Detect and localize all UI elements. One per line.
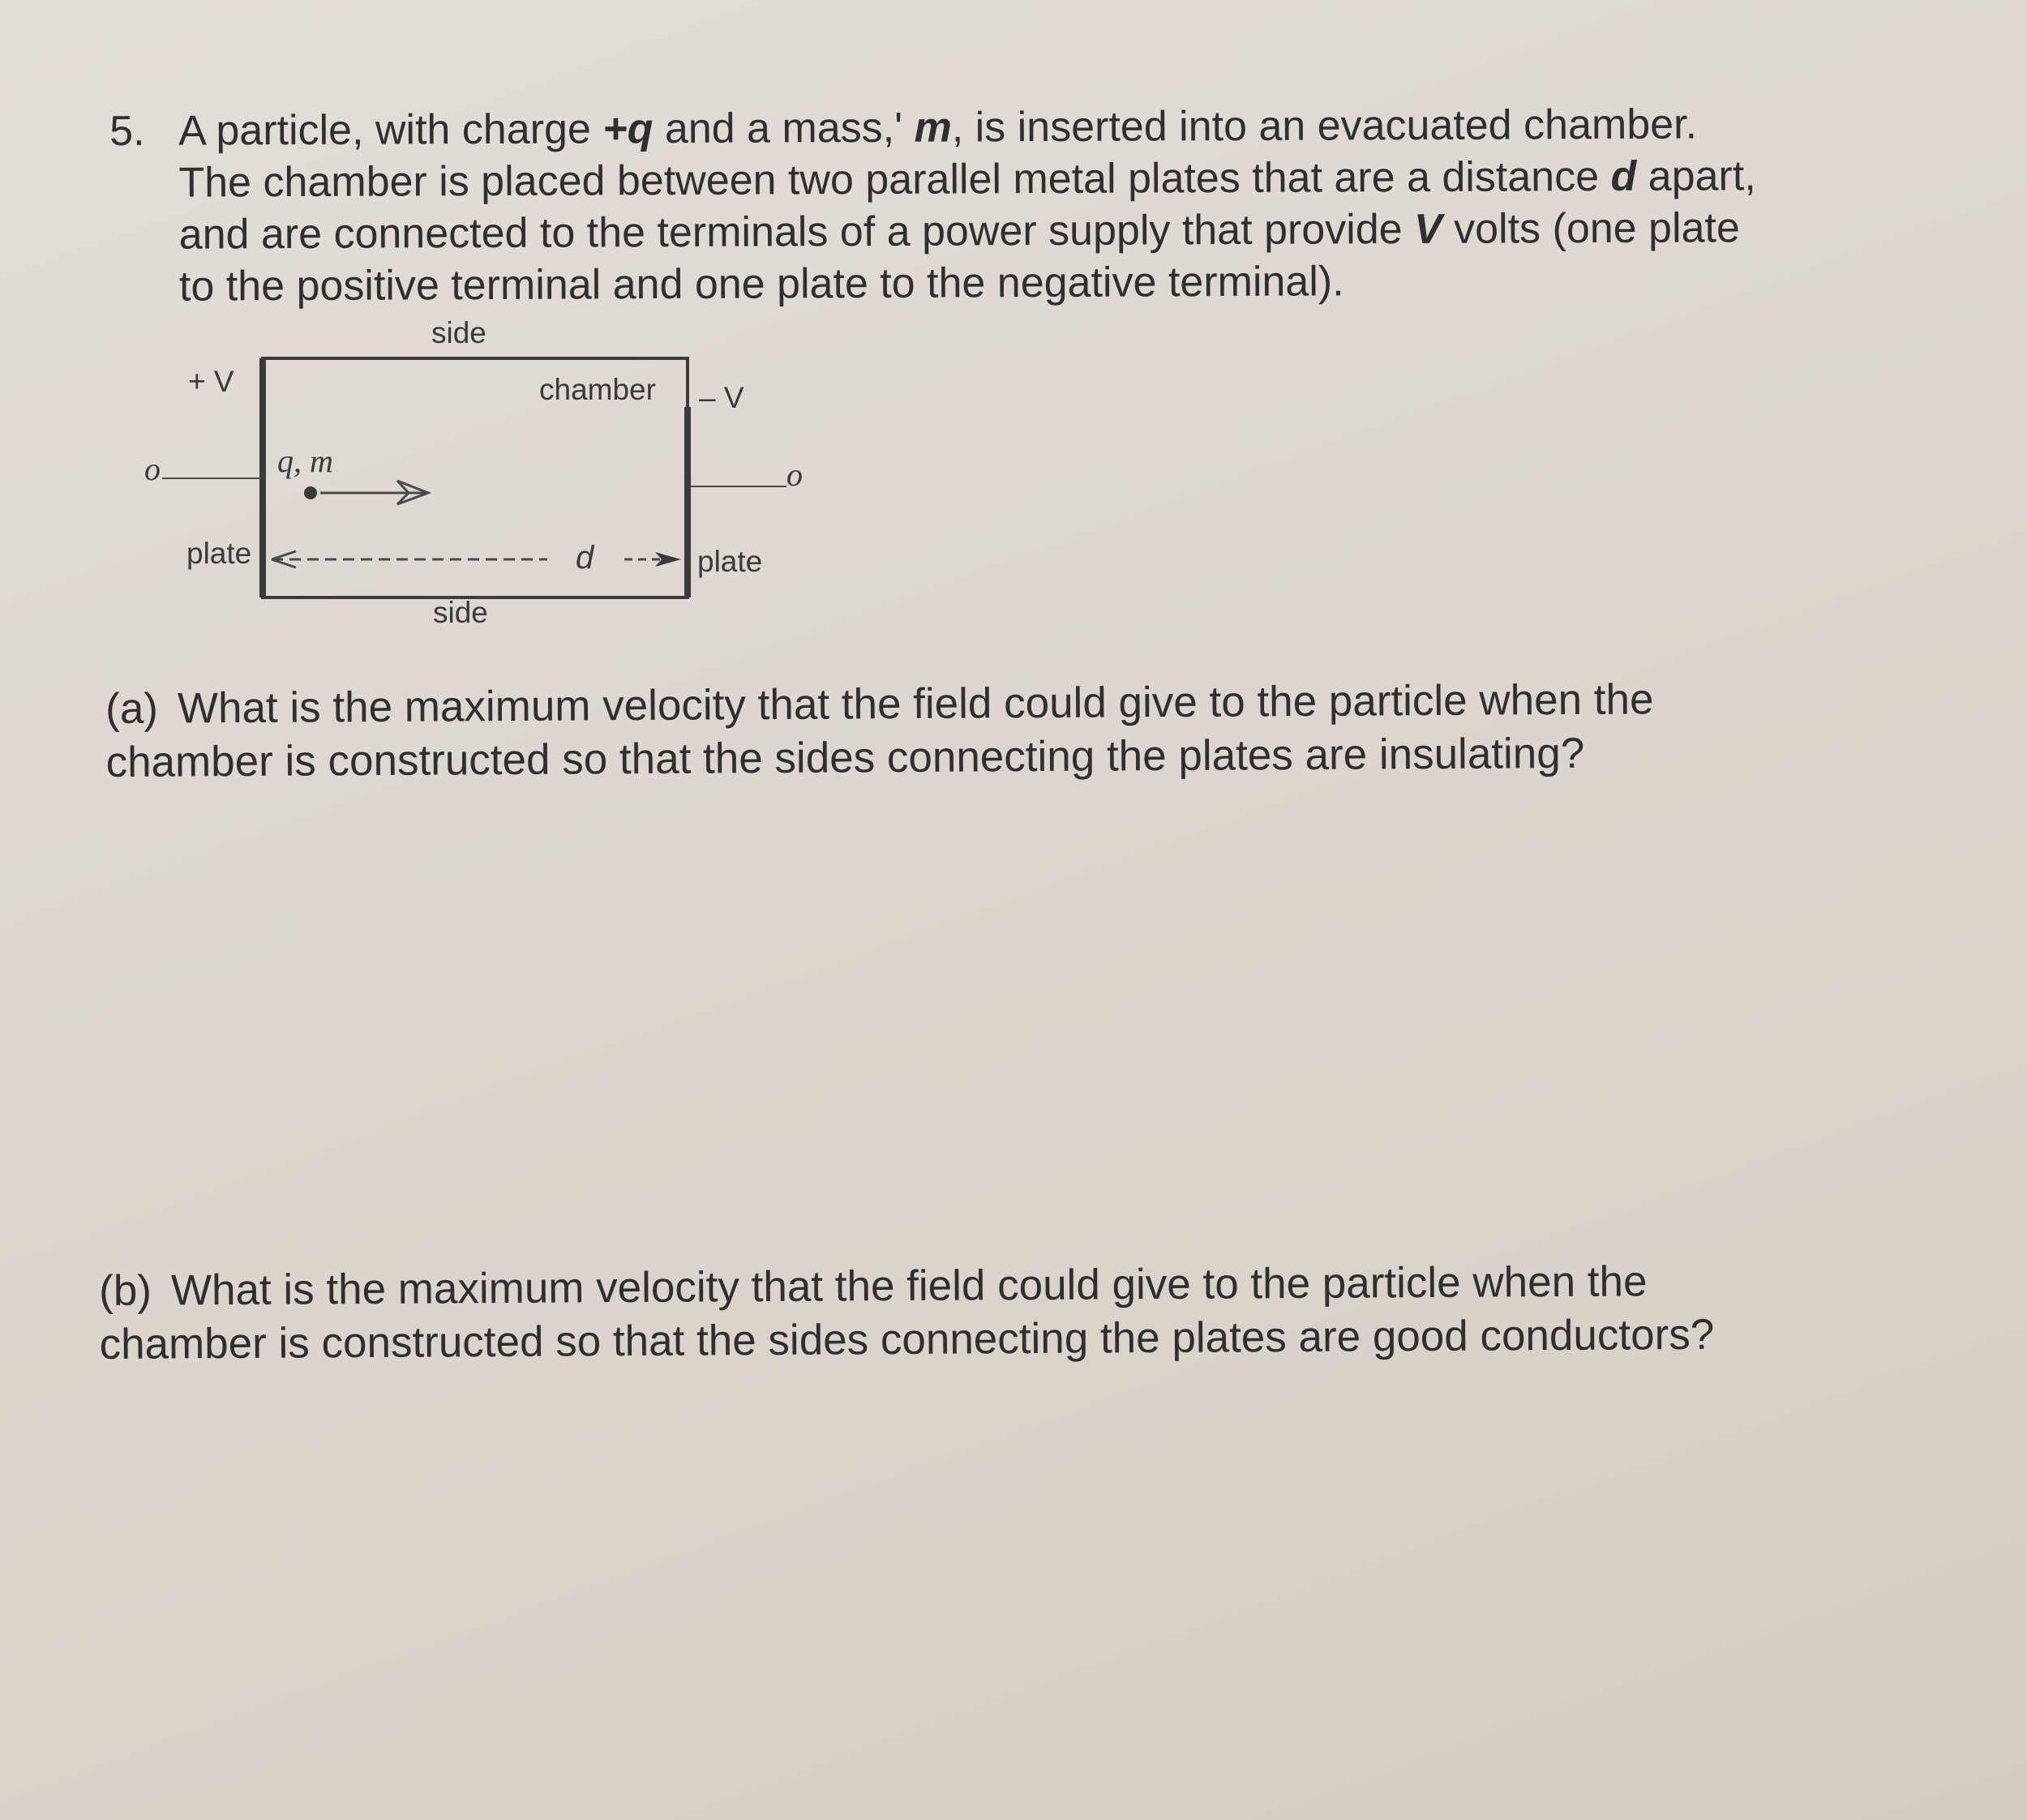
minus-v-label: – V — [699, 381, 744, 414]
problem-number: 5. — [109, 107, 145, 155]
question-a-line: (a) What is the maximum velocity that the field could give to the particle when the — [105, 675, 1654, 733]
question-b-label: (b) — [99, 1266, 152, 1315]
question-b-line: (b) What is the maximum velocity that the field could give to the particle when the — [99, 1257, 1648, 1315]
right-plate — [684, 407, 691, 597]
right-plate-label: plate — [697, 545, 763, 578]
distance-symbol: d — [1610, 152, 1637, 200]
side-label-bottom: side — [433, 596, 488, 629]
problem-line: and are connected to the terminals of a power supply that provide V volts (one plate — [178, 204, 1740, 259]
question-a-label: (a) — [105, 684, 159, 733]
left-terminal: o — [144, 451, 161, 487]
question-part-a — [105, 673, 1654, 790]
question-part-b — [99, 1255, 1714, 1372]
distance-label: d — [576, 540, 594, 576]
charge-symbol: +q — [602, 105, 654, 153]
left-plate-label: plate — [186, 537, 252, 570]
chamber-label: chamber — [539, 373, 656, 406]
mass-symbol: m — [914, 104, 952, 152]
problem-statement — [109, 97, 1935, 313]
side-label-top: side — [431, 316, 486, 349]
question-b-line: chamber is constructed so that the sides connecting the plates are good conductors? — [99, 1310, 1715, 1368]
question-a-line: chamber is constructed so that the sides connecting the plates are insulating? — [105, 729, 1585, 786]
problem-text — [178, 97, 1935, 312]
voltage-symbol: V — [1413, 205, 1442, 253]
chamber-diagram-drawing — [130, 316, 859, 640]
particle-dot — [304, 486, 317, 499]
right-terminal: o — [786, 456, 803, 493]
chamber-diagram — [130, 316, 859, 640]
particle-label: q, m — [277, 443, 333, 479]
plus-v-label: + V — [188, 365, 234, 398]
problem-line: A particle, with charge +q and a mass,' m, is inserted into an evacuated chamber. — [178, 101, 1698, 155]
problem-line: to the positive terminal and one plate to the negative terminal). — [178, 258, 1344, 310]
problem-line: The chamber is placed between two parallel metal plates that are a distance d apart, — [178, 152, 1756, 207]
